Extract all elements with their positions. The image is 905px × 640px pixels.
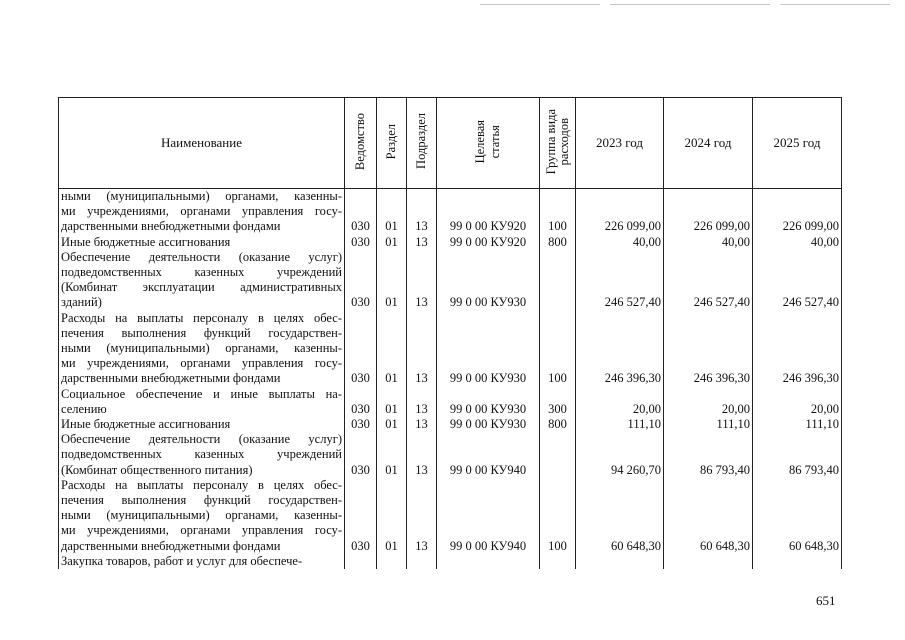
row-department [345,554,377,569]
row-department: 030 [345,432,377,478]
row-value-2023: 40,00 [576,235,664,250]
row-value-2025: 60 648,30 [753,478,842,554]
row-department: 030 [345,478,377,554]
header-subsection: Подраздел [407,98,437,189]
page-number: 651 [816,593,836,608]
row-value-2025: 246 527,40 [753,250,842,311]
row-value-2025: 246 396,30 [753,311,842,387]
row-section: 01 [377,189,407,235]
row-name-line: селению [61,401,107,416]
row-name-line: подведомственных казенных учреждений [61,447,342,462]
row-name-line: дарственными внебюджетными фондами [61,538,281,553]
row-subsection: 13 [407,189,437,235]
row-name-line: Обеспечение деятельности (оказание услуг) [61,432,342,447]
row-expense-group [540,554,576,569]
row-name-line: дарственными внебюджетными фондами [61,371,281,386]
row-subsection: 13 [407,478,437,554]
row-value-2024: 60 648,30 [664,478,753,554]
row-expense-group [540,250,576,311]
row-name [59,311,345,387]
table-body [59,189,842,570]
row-subsection: 13 [407,387,437,417]
row-value-2023: 20,00 [576,387,664,417]
row-value-2023: 226 099,00 [576,189,664,235]
row-value-2024: 246 396,30 [664,311,753,387]
row-value-2025: 40,00 [753,235,842,250]
row-section: 01 [377,235,407,250]
header-section: Раздел [377,98,407,189]
header-name: Наименование [59,98,345,189]
row-name-line: зданий) [61,295,102,310]
header-target-article: Целевая статья [437,98,540,189]
row-value-2024: 246 527,40 [664,250,753,311]
row-section: 01 [377,432,407,478]
row-name-line: Иные бюджетные ассигнования [61,417,231,432]
row-name [59,417,345,432]
row-value-2023: 111,10 [576,417,664,432]
row-value-2025: 111,10 [753,417,842,432]
row-name-line: ными (муниципальными) органами, казенны- [61,341,342,356]
row-subsection: 13 [407,417,437,432]
header-row [59,98,842,189]
row-expense-group: 800 [540,417,576,432]
row-section: 01 [377,478,407,554]
row-name [59,387,345,417]
row-value-2023: 246 527,40 [576,250,664,311]
row-name-line: (Комбинат общественного питания) [61,462,253,477]
row-value-2024 [664,554,753,569]
scan-artifact [780,4,890,5]
row-target-article: 99 0 00 КУ930 [437,250,540,311]
row-value-2024: 226 099,00 [664,189,753,235]
header-expense-group: Группа вида расходов [540,98,576,189]
row-name-line: ными (муниципальными) органами, казенны- [61,189,342,203]
row-department: 030 [345,250,377,311]
row-department: 030 [345,387,377,417]
row-name-line: Иные бюджетные ассигнования [61,234,231,249]
row-expense-group [540,432,576,478]
budget-table [58,97,842,569]
row-name [59,189,345,235]
table-row [59,387,842,417]
row-name-line: печения выполнения функций государствен- [61,493,342,508]
row-target-article: 99 0 00 КУ930 [437,387,540,417]
row-name-line: Расходы на выплаты персоналу в целях обес- [61,310,342,325]
row-name [59,554,345,569]
row-value-2025: 86 793,40 [753,432,842,478]
row-subsection: 13 [407,432,437,478]
row-department: 030 [345,235,377,250]
row-name [59,432,345,478]
row-department: 030 [345,417,377,432]
row-name-line: ми учреждениями, органами управления госу- [61,523,342,538]
row-subsection: 13 [407,311,437,387]
scan-artifact [610,4,770,5]
table-row [59,311,842,387]
row-name-line: (Комбинат эксплуатации административных [61,280,342,295]
table-row [59,189,842,235]
row-value-2024: 111,10 [664,417,753,432]
row-subsection: 13 [407,250,437,311]
row-value-2025 [753,554,842,569]
row-name [59,250,345,311]
row-expense-group: 100 [540,189,576,235]
row-expense-group: 300 [540,387,576,417]
row-subsection [407,554,437,569]
header-2024: 2024 год [664,98,753,189]
row-target-article: 99 0 00 КУ920 [437,189,540,235]
row-name-line: дарственными внебюджетными фондами [61,219,281,234]
row-name [59,478,345,554]
header-department: Ведомство [345,98,377,189]
row-expense-group: 100 [540,311,576,387]
row-name-line: подведомственных казенных учреждений [61,265,342,280]
row-target-article: 99 0 00 КУ940 [437,432,540,478]
row-name-line: Закупка товаров, работ и услуг для обеспече- [61,553,303,568]
row-name-line: ными (муниципальными) органами, казенны- [61,508,342,523]
row-target-article [437,554,540,569]
row-value-2024: 86 793,40 [664,432,753,478]
row-value-2023 [576,554,664,569]
row-department: 030 [345,311,377,387]
table-row [59,554,842,569]
row-value-2025: 226 099,00 [753,189,842,235]
row-name-line: ми учреждениями, органами управления госу- [61,356,342,371]
row-expense-group: 800 [540,235,576,250]
table-row [59,478,842,554]
row-name-line: печения выполнения функций государствен- [61,325,342,340]
row-name-line: Социальное обеспечение и иные выплаты на- [61,386,342,401]
row-value-2024: 40,00 [664,235,753,250]
row-subsection: 13 [407,235,437,250]
row-value-2024: 20,00 [664,387,753,417]
table-row [59,417,842,432]
table-row [59,235,842,250]
scan-artifact [480,4,600,5]
row-section: 01 [377,387,407,417]
row-section: 01 [377,417,407,432]
row-target-article: 99 0 00 КУ930 [437,417,540,432]
row-name [59,235,345,250]
header-2023: 2023 год [576,98,664,189]
row-target-article: 99 0 00 КУ930 [437,311,540,387]
row-name-line: ми учреждениями, органами управления госу- [61,204,342,219]
table-row [59,432,842,478]
header-2025: 2025 год [753,98,842,189]
row-section [377,554,407,569]
row-value-2023: 94 260,70 [576,432,664,478]
row-expense-group: 100 [540,478,576,554]
row-section: 01 [377,250,407,311]
row-name-line: Расходы на выплаты персоналу в целях обес- [61,477,342,492]
row-value-2023: 60 648,30 [576,478,664,554]
row-department: 030 [345,189,377,235]
row-target-article: 99 0 00 КУ920 [437,235,540,250]
table-row [59,250,842,311]
row-value-2023: 246 396,30 [576,311,664,387]
row-target-article: 99 0 00 КУ940 [437,478,540,554]
row-value-2025: 20,00 [753,387,842,417]
row-section: 01 [377,311,407,387]
row-name-line: Обеспечение деятельности (оказание услуг) [61,249,342,264]
